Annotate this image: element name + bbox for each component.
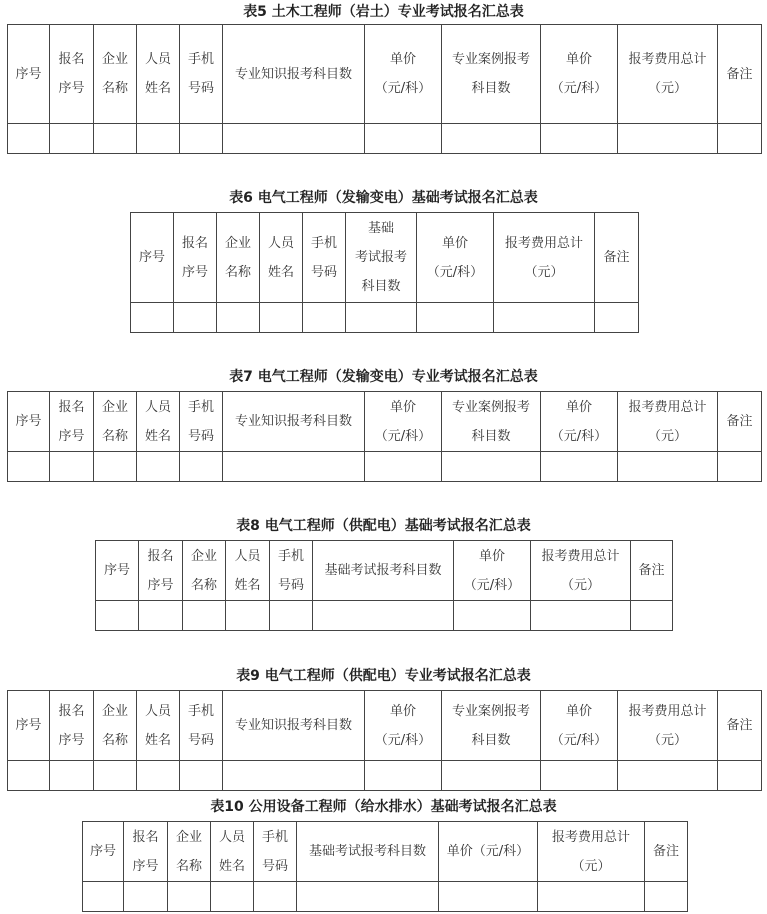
empty-cell[interactable]: [223, 761, 365, 791]
empty-cell[interactable]: [439, 882, 538, 912]
header-cell: 企业 名称: [217, 213, 260, 303]
header-cell: 报名 序号: [174, 213, 217, 303]
header-cell: 单价 （元/科）: [417, 213, 494, 303]
header-cell: 基础 考试报考 科目数: [346, 213, 417, 303]
empty-cell[interactable]: [8, 452, 50, 482]
empty-cell[interactable]: [538, 882, 645, 912]
header-cell: 人员 姓名: [260, 213, 303, 303]
header-cell: 手机 号码: [254, 822, 297, 882]
empty-cell[interactable]: [180, 124, 223, 154]
empty-cell[interactable]: [180, 761, 223, 791]
header-cell: 报名 序号: [124, 822, 168, 882]
header-cell: 备注: [718, 691, 762, 761]
header-cell: 序号: [96, 541, 139, 601]
empty-cell[interactable]: [50, 124, 94, 154]
header-cell: 报考费用总计 （元）: [494, 213, 595, 303]
header-cell: 单价 （元/科）: [541, 392, 618, 452]
table-title: 表10 公用设备工程师（给水排水）基础考试报名汇总表: [210, 799, 557, 815]
empty-cell[interactable]: [180, 452, 223, 482]
header-cell: 单价 （元/科）: [541, 691, 618, 761]
empty-cell[interactable]: [139, 601, 183, 631]
empty-cell[interactable]: [494, 303, 595, 333]
header-cell: 备注: [645, 822, 688, 882]
header-cell: 单价 （元/科）: [541, 25, 618, 124]
header-cell: 报考费用总计 （元）: [538, 822, 645, 882]
header-cell: 单价 （元/科）: [365, 392, 442, 452]
empty-cell[interactable]: [541, 761, 618, 791]
empty-cell[interactable]: [531, 601, 631, 631]
empty-cell[interactable]: [124, 882, 168, 912]
empty-cell[interactable]: [174, 303, 217, 333]
empty-cell[interactable]: [631, 601, 673, 631]
header-cell: 备注: [718, 25, 762, 124]
empty-cell[interactable]: [8, 761, 50, 791]
header-cell: 企业 名称: [168, 822, 211, 882]
empty-cell[interactable]: [718, 452, 762, 482]
empty-cell[interactable]: [645, 882, 688, 912]
header-cell: 单价 （元/科）: [454, 541, 531, 601]
empty-cell[interactable]: [442, 124, 541, 154]
header-cell: 人员 姓名: [226, 541, 270, 601]
empty-cell[interactable]: [96, 601, 139, 631]
registration-table: [7, 391, 762, 482]
table-title: 表5 土木工程师（岩土）专业考试报名汇总表: [243, 4, 524, 20]
empty-cell[interactable]: [618, 124, 718, 154]
header-cell: 单价（元/科）: [439, 822, 538, 882]
header-cell: 专业案例报考 科目数: [442, 691, 541, 761]
header-cell: 专业案例报考 科目数: [442, 25, 541, 124]
empty-cell[interactable]: [137, 761, 180, 791]
header-cell: 报名 序号: [50, 392, 94, 452]
table-title: 表8 电气工程师（供配电）基础考试报名汇总表: [236, 518, 531, 534]
empty-cell[interactable]: [541, 452, 618, 482]
empty-cell[interactable]: [270, 601, 313, 631]
header-cell: 企业 名称: [94, 392, 137, 452]
empty-cell[interactable]: [8, 124, 50, 154]
empty-cell[interactable]: [83, 882, 124, 912]
empty-cell[interactable]: [94, 452, 137, 482]
header-cell: 报考费用总计 （元）: [531, 541, 631, 601]
header-cell: 手机 号码: [180, 25, 223, 124]
header-cell: 专业知识报考科目数: [223, 392, 365, 452]
empty-cell[interactable]: [618, 761, 718, 791]
empty-cell[interactable]: [211, 882, 254, 912]
empty-cell[interactable]: [94, 124, 137, 154]
header-cell: 报考费用总计 （元）: [618, 392, 718, 452]
empty-cell[interactable]: [346, 303, 417, 333]
header-cell: 报名 序号: [50, 691, 94, 761]
header-cell: 单价 （元/科）: [365, 691, 442, 761]
empty-cell[interactable]: [442, 452, 541, 482]
empty-cell[interactable]: [365, 761, 442, 791]
header-cell: 专业知识报考科目数: [223, 691, 365, 761]
empty-cell[interactable]: [137, 124, 180, 154]
header-cell: 手机 号码: [303, 213, 346, 303]
empty-cell[interactable]: [50, 452, 94, 482]
header-cell: 专业案例报考 科目数: [442, 392, 541, 452]
empty-cell[interactable]: [454, 601, 531, 631]
header-cell: 人员 姓名: [211, 822, 254, 882]
empty-cell[interactable]: [365, 124, 442, 154]
table-title: 表6 电气工程师（发输变电）基础考试报名汇总表: [229, 190, 538, 206]
header-cell: 备注: [718, 392, 762, 452]
empty-cell[interactable]: [131, 303, 174, 333]
header-cell: 基础考试报考科目数: [297, 822, 439, 882]
empty-cell[interactable]: [254, 882, 297, 912]
registration-table: [7, 24, 762, 154]
header-cell: 序号: [8, 392, 50, 452]
header-cell: 手机 号码: [180, 691, 223, 761]
header-cell: 报考费用总计 （元）: [618, 691, 718, 761]
empty-cell[interactable]: [618, 452, 718, 482]
empty-cell[interactable]: [168, 882, 211, 912]
header-cell: 人员 姓名: [137, 691, 180, 761]
header-cell: 手机 号码: [270, 541, 313, 601]
empty-cell[interactable]: [223, 124, 365, 154]
empty-cell[interactable]: [718, 124, 762, 154]
header-cell: 报考费用总计 （元）: [618, 25, 718, 124]
header-cell: 手机 号码: [180, 392, 223, 452]
header-cell: 报名 序号: [50, 25, 94, 124]
empty-cell[interactable]: [183, 601, 226, 631]
empty-cell[interactable]: [223, 452, 365, 482]
registration-table: [95, 540, 673, 631]
header-cell: 人员 姓名: [137, 25, 180, 124]
header-cell: 备注: [631, 541, 673, 601]
empty-cell[interactable]: [226, 601, 270, 631]
empty-cell[interactable]: [217, 303, 260, 333]
header-cell: 专业知识报考科目数: [223, 25, 365, 124]
header-cell: 备注: [595, 213, 639, 303]
empty-cell[interactable]: [718, 761, 762, 791]
table-title: 表9 电气工程师（供配电）专业考试报名汇总表: [236, 668, 531, 684]
empty-cell[interactable]: [297, 882, 439, 912]
header-cell: 序号: [8, 25, 50, 124]
header-cell: 序号: [131, 213, 174, 303]
header-cell: 企业 名称: [183, 541, 226, 601]
header-cell: 基础考试报考科目数: [313, 541, 454, 601]
empty-cell[interactable]: [541, 124, 618, 154]
empty-cell[interactable]: [595, 303, 639, 333]
header-cell: 序号: [83, 822, 124, 882]
table-title: 表7 电气工程师（发输变电）专业考试报名汇总表: [229, 369, 538, 385]
empty-cell[interactable]: [137, 452, 180, 482]
empty-cell[interactable]: [303, 303, 346, 333]
empty-cell[interactable]: [50, 761, 94, 791]
header-cell: 序号: [8, 691, 50, 761]
header-cell: 企业 名称: [94, 691, 137, 761]
header-cell: 企业 名称: [94, 25, 137, 124]
empty-cell[interactable]: [365, 452, 442, 482]
header-cell: 报名 序号: [139, 541, 183, 601]
empty-cell[interactable]: [260, 303, 303, 333]
header-cell: 人员 姓名: [137, 392, 180, 452]
header-cell: 单价 （元/科）: [365, 25, 442, 124]
empty-cell[interactable]: [313, 601, 454, 631]
registration-table: [130, 212, 639, 333]
registration-table: [82, 821, 688, 912]
registration-table: [7, 690, 762, 791]
empty-cell[interactable]: [94, 761, 137, 791]
empty-cell[interactable]: [417, 303, 494, 333]
empty-cell[interactable]: [442, 761, 541, 791]
